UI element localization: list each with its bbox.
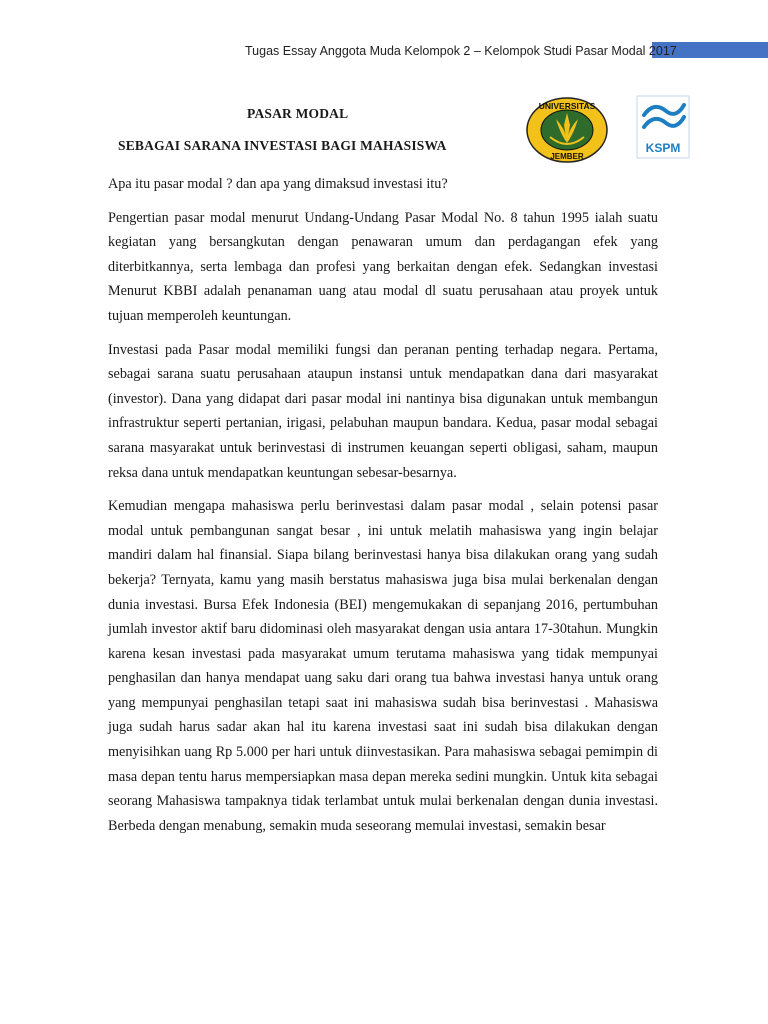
unej-top-text: UNIVERSITAS <box>538 101 596 111</box>
document-title: PASAR MODAL <box>247 106 349 121</box>
unej-bottom-text: JEMBER <box>550 152 584 161</box>
paragraph-functions: Investasi pada Pasar modal memiliki fungsi dan peranan penting terhadap negara. Pertama, sebagai sarana suatu perusahaan ataupun instansi untuk mendapatkan dana dari masyarakat (investor). Dana yang didapat dari pasar modal ini nantinya bisa digunakan untuk membangun infrastruktur seperti pertanian, irigasi, pelabuhan maupun bandara. Kedua, pasar modal sebagai sarana masyarakat untuk berinvestasi di instrumen keuangan seperti obligasi, saham, maupun reksa dana untuk mendapatkan keuntungan sebesar-besarnya. <box>108 341 658 481</box>
intro-question: Apa itu pasar modal ? dan apa yang dimaksud investasi itu? <box>108 176 448 192</box>
kspm-logo-icon <box>636 95 690 159</box>
kspm-logo-text: KSPM <box>645 141 681 155</box>
running-header: Tugas Essay Anggota Muda Kelompok 2 – Kelompok Studi Pasar Modal 2017 <box>245 44 677 58</box>
essay-body <box>108 172 658 847</box>
paragraph-students: Kemudian mengapa mahasiswa perlu berinvestasi dalam pasar modal , selain potensi pasar modal untuk pembangunan sangat besar , ini untuk melatih mahasiswa yang ingin belajar mandiri dalam hal finansial. Siapa bilang berinvestasi hanya bisa dilakukan orang yang sudah bekerja? Ternyata, kamu yang masih berstatus mahasiswa juga bisa mulai berkenalan dengan dunia investasi. Bursa Efek Indonesia (BEI) mengemukakan di sepanjang 2016, pertumbuhan jumlah investor aktif baru didominasi oleh masyarakat dengan usia antara 17-30tahun. Mungkin karena kesan investasi pada masyarakat umum terutama mahasiswa yang tidak mempunyai penghasilan dan hanya mendapat uang saku dari orang tua bahwa investasi hanya untuk orang yang mempunyai penghasilan tetapi saat ini mahasiswa sudah bisa berinvestasi . Mahasiswa juga sudah harus sadar akan hal itu karena investasi saat ini sudah bisa dilakukan dengan menyisihkan uang Rp 5.000 per hari untuk diinvestasikan. Para mahasiswa sebagai pemimpin di masa depan tentu harus mempersiapkan masa depan mereka sedini mungkin. Untuk kita sebagai seorang Mahasiswa tampaknya tidak terlambat untuk mulai berkenalan dengan dunia investasi. Berbeda dengan menabung, semakin muda seseorang memulai investasi, semakin besar <box>108 498 658 834</box>
universitas-jember-logo-icon <box>526 97 608 163</box>
paragraph-definition: Pengertian pasar modal menurut Undang-Undang Pasar Modal No. 8 tahun 1995 ialah suatu kegiatan yang bersangkutan dengan penawaran umum dan perdagangan efek yang diterbitkannya, serta lembaga dan profesi yang berkaitan dengan efek. Sedangkan investasi Menurut KBBI adalah penanaman uang atau modal dl suatu perusahaan atau proyek untuk tujuan memperoleh keuntungan. <box>108 209 658 324</box>
document-subtitle: SEBAGAI SARANA INVESTASI BAGI MAHASISWA <box>118 138 447 153</box>
